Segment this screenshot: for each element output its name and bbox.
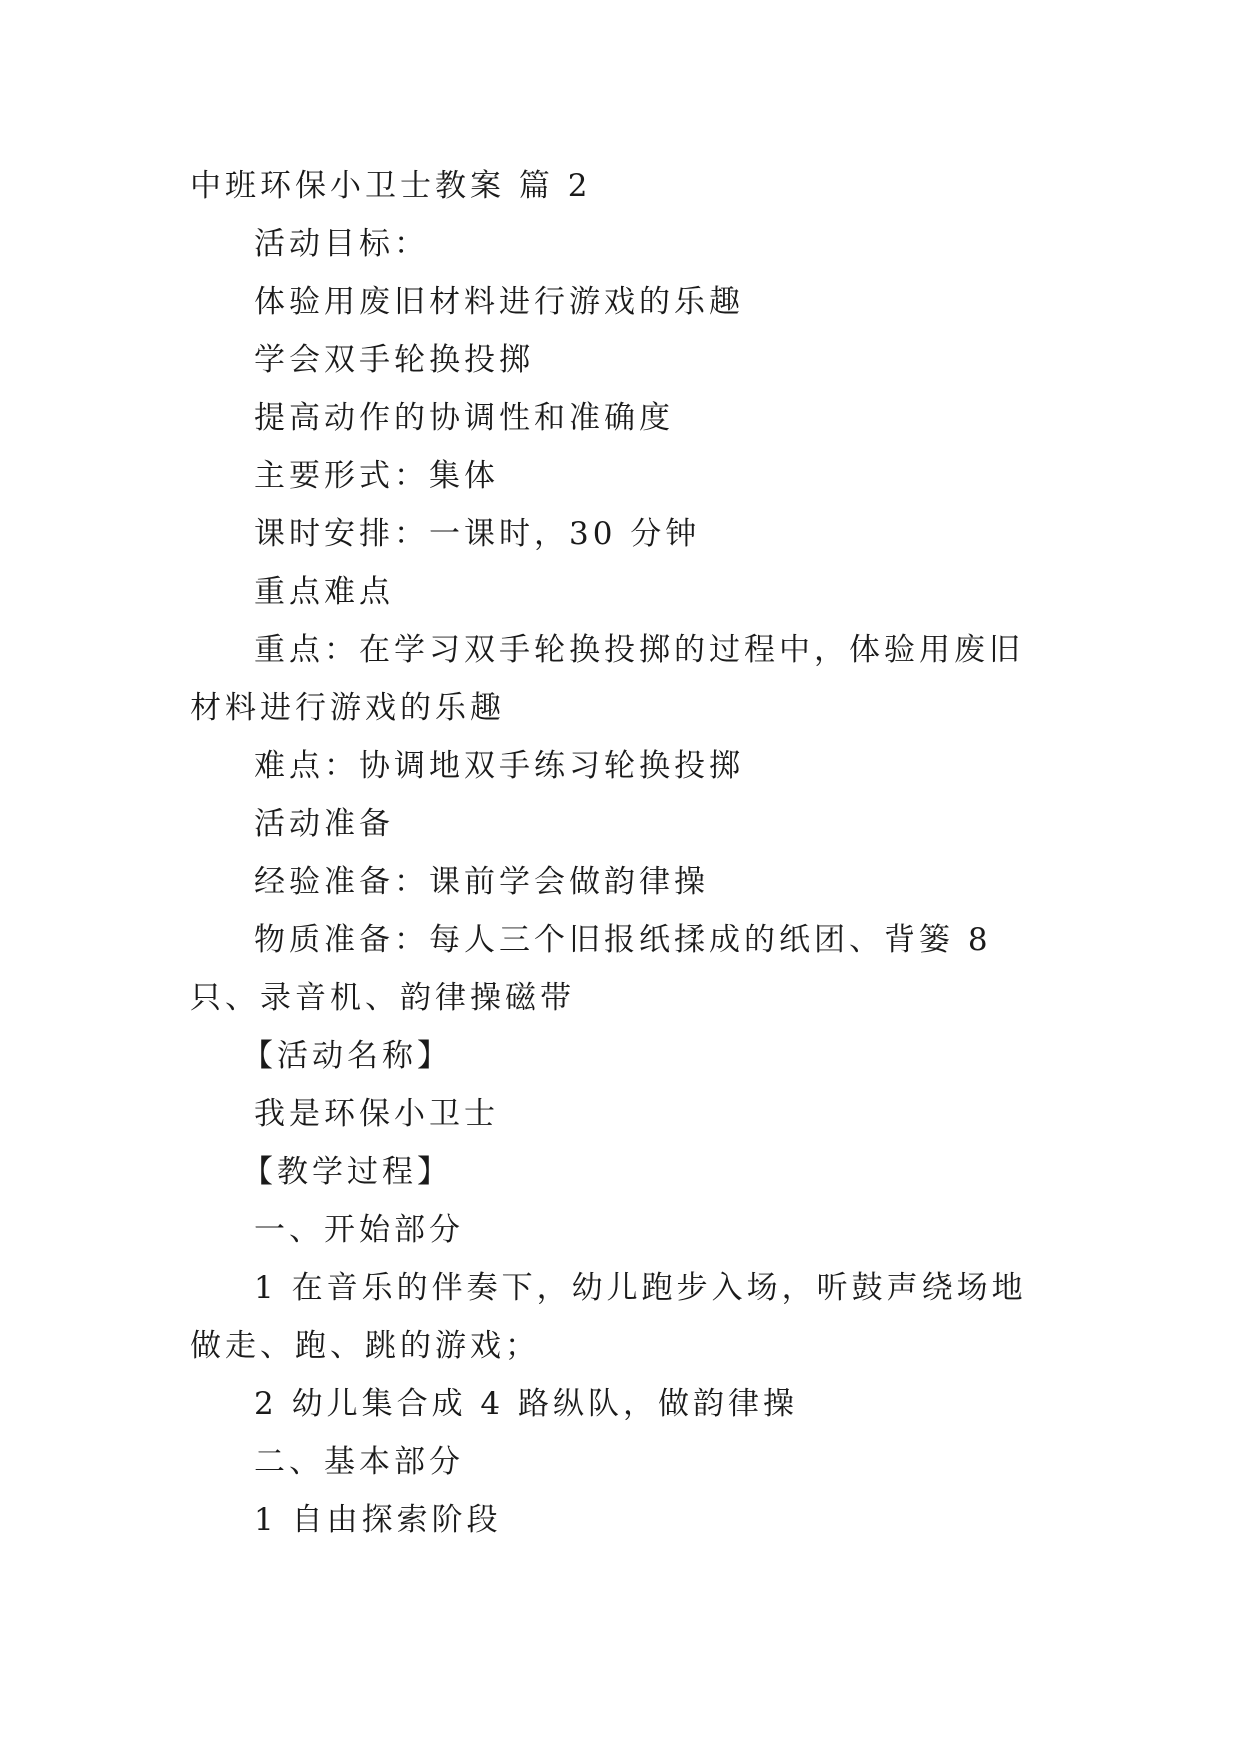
paragraph-free-exploration: 1 自由探索阶段: [254, 1502, 502, 1538]
document-title: 中班环保小卫士教案 篇 2: [190, 168, 592, 204]
paragraph-goal-1: 体验用废旧材料进行游戏的乐趣: [254, 284, 744, 320]
paragraph-part-two: 二、基本部分: [254, 1444, 464, 1480]
paragraph-activity-name-heading: 【活动名称】: [242, 1038, 452, 1074]
paragraph-part-one: 一、开始部分: [254, 1212, 464, 1248]
paragraph-preparation: 活动准备: [254, 806, 394, 842]
paragraph-activity-name: 我是环保小卫士: [254, 1096, 499, 1132]
paragraph-step-1: 1 在音乐的伴奏下，幼儿跑步入场，听鼓声绕场地做走、跑、跳的游戏；: [190, 1270, 1027, 1364]
paragraph-difficulty: 难点：协调地双手练习轮换投掷: [254, 748, 744, 784]
document-body: [190, 157, 1050, 1549]
paragraph-goal-3: 提高动作的协调性和准确度: [254, 400, 674, 436]
paragraph-teaching-process-heading: 【教学过程】: [242, 1154, 452, 1190]
paragraph-activity-goals: 活动目标：: [254, 226, 429, 262]
paragraph-experience-prep: 经验准备：课前学会做韵律操: [254, 864, 709, 900]
paragraph-material-prep: 物质准备：每人三个旧报纸揉成的纸团、背篓 8 只、录音机、韵律操磁带: [190, 922, 992, 1016]
paragraph-key-difficult: 重点难点: [254, 574, 394, 610]
paragraph-step-2: 2 幼儿集合成 4 路纵队，做韵律操: [254, 1386, 799, 1422]
paragraph-key-point: 重点：在学习双手轮换投掷的过程中，体验用废旧材料进行游戏的乐趣: [190, 632, 1024, 726]
paragraph-main-form: 主要形式：集体: [254, 458, 499, 494]
paragraph-schedule: 课时安排：一课时，30 分钟: [254, 516, 701, 552]
paragraph-goal-2: 学会双手轮换投掷: [254, 342, 534, 378]
